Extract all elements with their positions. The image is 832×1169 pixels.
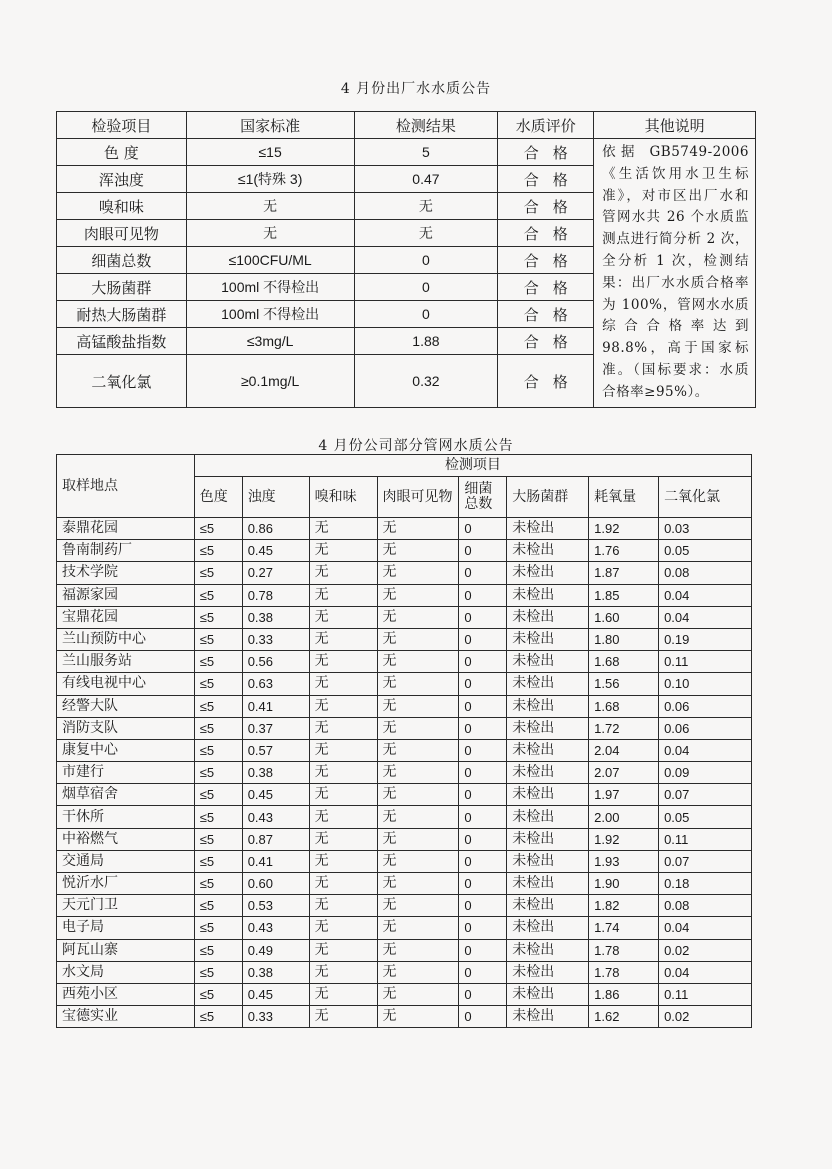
coliform-cell: 未检出 [507, 873, 589, 895]
location-cell: 水文局 [57, 961, 195, 983]
coliform-cell: 未检出 [507, 673, 589, 695]
evaluation-cell: 合格 [498, 274, 594, 301]
color-cell: ≤5 [194, 828, 242, 850]
coliform-cell: 未检出 [507, 806, 589, 828]
oxygen-cell: 1.80 [589, 628, 659, 650]
clo2-cell: 0.11 [659, 651, 752, 673]
header-location: 取样地点 [57, 455, 195, 518]
oxygen-cell: 1.86 [589, 983, 659, 1005]
notes-cell: 依据 GB5749-2006《生活饮用水卫生标准》，对市区出厂水和管网水共 26 个水质监测点进行简分析 2 次，全分析 1 次，检测结果：出厂水水质合格率为 100%，管网水水质综合合格率达到 98.8%，高于国家标准。（国标要求：水质合格率≥95%）。 [594, 139, 756, 408]
clo2-cell: 0.04 [659, 606, 752, 628]
bacteria-cell: 0 [459, 739, 507, 761]
coliform-cell: 未检出 [507, 518, 589, 540]
visible-cell: 无 [377, 850, 459, 872]
turbidity-cell: 0.43 [242, 806, 309, 828]
header-bacteria: 细菌总数 [459, 477, 507, 518]
table-row [57, 628, 752, 650]
clo2-cell: 0.11 [659, 828, 752, 850]
table-row [57, 917, 752, 939]
smell-cell: 无 [309, 873, 377, 895]
visible-cell: 无 [377, 540, 459, 562]
clo2-cell: 0.07 [659, 784, 752, 806]
oxygen-cell: 1.82 [589, 895, 659, 917]
clo2-cell: 0.11 [659, 983, 752, 1005]
turbidity-cell: 0.87 [242, 828, 309, 850]
result-cell: 0 [354, 274, 498, 301]
coliform-cell: 未检出 [507, 695, 589, 717]
smell-cell: 无 [309, 939, 377, 961]
visible-cell: 无 [377, 1006, 459, 1028]
standard-cell: 无 [186, 193, 354, 220]
location-cell: 兰山服务站 [57, 651, 195, 673]
oxygen-cell: 2.07 [589, 762, 659, 784]
color-cell: ≤5 [194, 562, 242, 584]
header-notes: 其他说明 [594, 112, 756, 139]
oxygen-cell: 1.78 [589, 939, 659, 961]
location-cell: 悦沂水厂 [57, 873, 195, 895]
location-cell: 宝德实业 [57, 1006, 195, 1028]
oxygen-cell: 1.93 [589, 850, 659, 872]
evaluation-cell: 合格 [498, 220, 594, 247]
factory-water-table [56, 111, 756, 408]
result-cell: 0 [354, 301, 498, 328]
coliform-cell: 未检出 [507, 762, 589, 784]
visible-cell: 无 [377, 784, 459, 806]
visible-cell: 无 [377, 917, 459, 939]
color-cell: ≤5 [194, 695, 242, 717]
table-row [57, 873, 752, 895]
bacteria-cell: 0 [459, 828, 507, 850]
bacteria-cell: 0 [459, 806, 507, 828]
table-row [57, 540, 752, 562]
clo2-cell: 0.05 [659, 540, 752, 562]
clo2-cell: 0.04 [659, 917, 752, 939]
clo2-cell: 0.19 [659, 628, 752, 650]
location-cell: 宝鼎花园 [57, 606, 195, 628]
evaluation-cell: 合格 [498, 139, 594, 166]
visible-cell: 无 [377, 695, 459, 717]
coliform-cell: 未检出 [507, 540, 589, 562]
coliform-cell: 未检出 [507, 651, 589, 673]
turbidity-cell: 0.37 [242, 717, 309, 739]
bacteria-cell: 0 [459, 762, 507, 784]
table-row [57, 518, 752, 540]
oxygen-cell: 1.76 [589, 540, 659, 562]
table-row [57, 606, 752, 628]
color-cell: ≤5 [194, 584, 242, 606]
turbidity-cell: 0.45 [242, 540, 309, 562]
item-cell: 色 度 [57, 139, 187, 166]
visible-cell: 无 [377, 628, 459, 650]
bacteria-cell: 0 [459, 1006, 507, 1028]
smell-cell: 无 [309, 518, 377, 540]
clo2-cell: 0.06 [659, 695, 752, 717]
bacteria-cell: 0 [459, 540, 507, 562]
coliform-cell: 未检出 [507, 717, 589, 739]
smell-cell: 无 [309, 961, 377, 983]
oxygen-cell: 1.90 [589, 873, 659, 895]
turbidity-cell: 0.56 [242, 651, 309, 673]
smell-cell: 无 [309, 717, 377, 739]
turbidity-cell: 0.63 [242, 673, 309, 695]
header-result: 检测结果 [354, 112, 498, 139]
turbidity-cell: 0.43 [242, 917, 309, 939]
item-cell: 嗅和味 [57, 193, 187, 220]
visible-cell: 无 [377, 584, 459, 606]
location-cell: 有线电视中心 [57, 673, 195, 695]
smell-cell: 无 [309, 983, 377, 1005]
coliform-cell: 未检出 [507, 1006, 589, 1028]
turbidity-cell: 0.60 [242, 873, 309, 895]
location-cell: 交通局 [57, 850, 195, 872]
bacteria-cell: 0 [459, 917, 507, 939]
table-row [57, 983, 752, 1005]
header-oxygen: 耗氧量 [589, 477, 659, 518]
turbidity-cell: 0.53 [242, 895, 309, 917]
table-row [57, 784, 752, 806]
table-row [57, 828, 752, 850]
location-cell: 中裕燃气 [57, 828, 195, 850]
clo2-cell: 0.03 [659, 518, 752, 540]
oxygen-cell: 1.78 [589, 961, 659, 983]
oxygen-cell: 1.92 [589, 828, 659, 850]
turbidity-cell: 0.86 [242, 518, 309, 540]
location-cell: 技术学院 [57, 562, 195, 584]
location-cell: 鲁南制药厂 [57, 540, 195, 562]
header-smell: 嗅和味 [309, 477, 377, 518]
evaluation-cell: 合格 [498, 247, 594, 274]
oxygen-cell: 1.74 [589, 917, 659, 939]
standard-cell: ≤100CFU/ML [186, 247, 354, 274]
table-row [57, 584, 752, 606]
item-cell: 耐热大肠菌群 [57, 301, 187, 328]
item-cell: 二氧化氯 [57, 355, 187, 408]
color-cell: ≤5 [194, 762, 242, 784]
header-visible: 肉眼可见物 [377, 477, 459, 518]
table-row [57, 717, 752, 739]
evaluation-cell: 合格 [498, 193, 594, 220]
bacteria-cell: 0 [459, 983, 507, 1005]
turbidity-cell: 0.38 [242, 961, 309, 983]
oxygen-cell: 1.56 [589, 673, 659, 695]
table-row [57, 739, 752, 761]
smell-cell: 无 [309, 850, 377, 872]
location-cell: 电子局 [57, 917, 195, 939]
title-network-water: 4 月份公司部分管网水质公告 [318, 438, 514, 454]
header-evaluation: 水质评价 [498, 112, 594, 139]
smell-cell: 无 [309, 651, 377, 673]
location-cell: 泰鼎花园 [57, 518, 195, 540]
result-cell: 0.32 [354, 355, 498, 408]
evaluation-cell: 合格 [498, 328, 594, 355]
color-cell: ≤5 [194, 717, 242, 739]
oxygen-cell: 1.68 [589, 695, 659, 717]
bacteria-cell: 0 [459, 628, 507, 650]
table-header-row [57, 455, 752, 477]
color-cell: ≤5 [194, 850, 242, 872]
color-cell: ≤5 [194, 784, 242, 806]
clo2-cell: 0.02 [659, 939, 752, 961]
clo2-cell: 0.02 [659, 1006, 752, 1028]
result-cell: 0.47 [354, 166, 498, 193]
location-cell: 康复中心 [57, 739, 195, 761]
visible-cell: 无 [377, 606, 459, 628]
table-row [57, 806, 752, 828]
coliform-cell: 未检出 [507, 606, 589, 628]
visible-cell: 无 [377, 739, 459, 761]
table-row [57, 673, 752, 695]
turbidity-cell: 0.33 [242, 628, 309, 650]
network-water-table [56, 454, 752, 1028]
coliform-cell: 未检出 [507, 961, 589, 983]
standard-cell: ≤15 [186, 139, 354, 166]
turbidity-cell: 0.41 [242, 850, 309, 872]
table-row [57, 961, 752, 983]
turbidity-cell: 0.45 [242, 983, 309, 1005]
visible-cell: 无 [377, 651, 459, 673]
clo2-cell: 0.08 [659, 562, 752, 584]
bacteria-cell: 0 [459, 961, 507, 983]
clo2-cell: 0.09 [659, 762, 752, 784]
bacteria-cell: 0 [459, 717, 507, 739]
bacteria-cell: 0 [459, 518, 507, 540]
color-cell: ≤5 [194, 895, 242, 917]
bacteria-cell: 0 [459, 850, 507, 872]
result-cell: 无 [354, 193, 498, 220]
coliform-cell: 未检出 [507, 562, 589, 584]
bacteria-cell: 0 [459, 873, 507, 895]
smell-cell: 无 [309, 628, 377, 650]
clo2-cell: 0.06 [659, 717, 752, 739]
visible-cell: 无 [377, 961, 459, 983]
turbidity-cell: 0.41 [242, 695, 309, 717]
coliform-cell: 未检出 [507, 739, 589, 761]
oxygen-cell: 1.68 [589, 651, 659, 673]
clo2-cell: 0.04 [659, 584, 752, 606]
visible-cell: 无 [377, 983, 459, 1005]
standard-cell: 100ml 不得检出 [186, 274, 354, 301]
visible-cell: 无 [377, 673, 459, 695]
header-color: 色度 [194, 477, 242, 518]
oxygen-cell: 1.87 [589, 562, 659, 584]
table-row [57, 1006, 752, 1028]
smell-cell: 无 [309, 762, 377, 784]
color-cell: ≤5 [194, 961, 242, 983]
table-row [57, 651, 752, 673]
standard-cell: ≥0.1mg/L [186, 355, 354, 408]
evaluation-cell: 合格 [498, 355, 594, 408]
color-cell: ≤5 [194, 651, 242, 673]
smell-cell: 无 [309, 917, 377, 939]
location-cell: 消防支队 [57, 717, 195, 739]
header-clo2: 二氧化氯 [659, 477, 752, 518]
coliform-cell: 未检出 [507, 895, 589, 917]
visible-cell: 无 [377, 717, 459, 739]
location-cell: 干休所 [57, 806, 195, 828]
color-cell: ≤5 [194, 917, 242, 939]
color-cell: ≤5 [194, 606, 242, 628]
bacteria-cell: 0 [459, 939, 507, 961]
smell-cell: 无 [309, 784, 377, 806]
result-cell: 无 [354, 220, 498, 247]
color-cell: ≤5 [194, 518, 242, 540]
table-row [57, 895, 752, 917]
visible-cell: 无 [377, 762, 459, 784]
standard-cell: ≤1(特殊 3) [186, 166, 354, 193]
smell-cell: 无 [309, 895, 377, 917]
oxygen-cell: 1.62 [589, 1006, 659, 1028]
turbidity-cell: 0.38 [242, 606, 309, 628]
coliform-cell: 未检出 [507, 917, 589, 939]
item-cell: 细菌总数 [57, 247, 187, 274]
visible-cell: 无 [377, 806, 459, 828]
location-cell: 西苑小区 [57, 983, 195, 1005]
turbidity-cell: 0.78 [242, 584, 309, 606]
smell-cell: 无 [309, 606, 377, 628]
standard-cell: 100ml 不得检出 [186, 301, 354, 328]
smell-cell: 无 [309, 806, 377, 828]
location-cell: 兰山预防中心 [57, 628, 195, 650]
header-item: 检验项目 [57, 112, 187, 139]
table-row [57, 139, 756, 166]
evaluation-cell: 合格 [498, 301, 594, 328]
clo2-cell: 0.18 [659, 873, 752, 895]
oxygen-cell: 2.00 [589, 806, 659, 828]
turbidity-cell: 0.38 [242, 762, 309, 784]
result-cell: 5 [354, 139, 498, 166]
turbidity-cell: 0.33 [242, 1006, 309, 1028]
clo2-cell: 0.08 [659, 895, 752, 917]
table-header-row [57, 112, 756, 139]
color-cell: ≤5 [194, 873, 242, 895]
visible-cell: 无 [377, 873, 459, 895]
coliform-cell: 未检出 [507, 628, 589, 650]
oxygen-cell: 1.85 [589, 584, 659, 606]
location-cell: 福源家园 [57, 584, 195, 606]
visible-cell: 无 [377, 939, 459, 961]
visible-cell: 无 [377, 562, 459, 584]
smell-cell: 无 [309, 695, 377, 717]
clo2-cell: 0.07 [659, 850, 752, 872]
oxygen-cell: 1.72 [589, 717, 659, 739]
visible-cell: 无 [377, 518, 459, 540]
color-cell: ≤5 [194, 983, 242, 1005]
location-cell: 市建行 [57, 762, 195, 784]
bacteria-cell: 0 [459, 562, 507, 584]
location-cell: 天元门卫 [57, 895, 195, 917]
oxygen-cell: 2.04 [589, 739, 659, 761]
header-standard: 国家标准 [186, 112, 354, 139]
coliform-cell: 未检出 [507, 983, 589, 1005]
location-cell: 烟草宿舍 [57, 784, 195, 806]
result-cell: 0 [354, 247, 498, 274]
clo2-cell: 0.04 [659, 739, 752, 761]
item-cell: 高锰酸盐指数 [57, 328, 187, 355]
color-cell: ≤5 [194, 628, 242, 650]
item-cell: 肉眼可见物 [57, 220, 187, 247]
bacteria-cell: 0 [459, 784, 507, 806]
color-cell: ≤5 [194, 939, 242, 961]
bacteria-cell: 0 [459, 673, 507, 695]
clo2-cell: 0.05 [659, 806, 752, 828]
table-row [57, 562, 752, 584]
smell-cell: 无 [309, 739, 377, 761]
clo2-cell: 0.10 [659, 673, 752, 695]
location-cell: 阿瓦山寨 [57, 939, 195, 961]
standard-cell: 无 [186, 220, 354, 247]
color-cell: ≤5 [194, 673, 242, 695]
evaluation-cell: 合格 [498, 166, 594, 193]
coliform-cell: 未检出 [507, 939, 589, 961]
clo2-cell: 0.04 [659, 961, 752, 983]
header-turbidity: 浊度 [242, 477, 309, 518]
visible-cell: 无 [377, 895, 459, 917]
bacteria-cell: 0 [459, 695, 507, 717]
coliform-cell: 未检出 [507, 584, 589, 606]
item-cell: 大肠菌群 [57, 274, 187, 301]
color-cell: ≤5 [194, 540, 242, 562]
table-row [57, 762, 752, 784]
coliform-cell: 未检出 [507, 784, 589, 806]
turbidity-cell: 0.49 [242, 939, 309, 961]
oxygen-cell: 1.92 [589, 518, 659, 540]
oxygen-cell: 1.60 [589, 606, 659, 628]
table-row [57, 695, 752, 717]
title-factory-water: 4 月份出厂水水质公告 [340, 81, 492, 97]
header-test-items: 检测项目 [194, 455, 751, 477]
visible-cell: 无 [377, 828, 459, 850]
smell-cell: 无 [309, 828, 377, 850]
item-cell: 浑浊度 [57, 166, 187, 193]
turbidity-cell: 0.27 [242, 562, 309, 584]
location-cell: 经警大队 [57, 695, 195, 717]
color-cell: ≤5 [194, 739, 242, 761]
coliform-cell: 未检出 [507, 828, 589, 850]
standard-cell: ≤3mg/L [186, 328, 354, 355]
bacteria-cell: 0 [459, 895, 507, 917]
smell-cell: 无 [309, 540, 377, 562]
bacteria-cell: 0 [459, 584, 507, 606]
coliform-cell: 未检出 [507, 850, 589, 872]
oxygen-cell: 1.97 [589, 784, 659, 806]
result-cell: 1.88 [354, 328, 498, 355]
color-cell: ≤5 [194, 806, 242, 828]
bacteria-cell: 0 [459, 606, 507, 628]
smell-cell: 无 [309, 562, 377, 584]
turbidity-cell: 0.57 [242, 739, 309, 761]
bacteria-cell: 0 [459, 651, 507, 673]
table-row [57, 850, 752, 872]
header-coliform: 大肠菌群 [507, 477, 589, 518]
turbidity-cell: 0.45 [242, 784, 309, 806]
smell-cell: 无 [309, 673, 377, 695]
table-row [57, 939, 752, 961]
color-cell: ≤5 [194, 1006, 242, 1028]
smell-cell: 无 [309, 584, 377, 606]
smell-cell: 无 [309, 1006, 377, 1028]
